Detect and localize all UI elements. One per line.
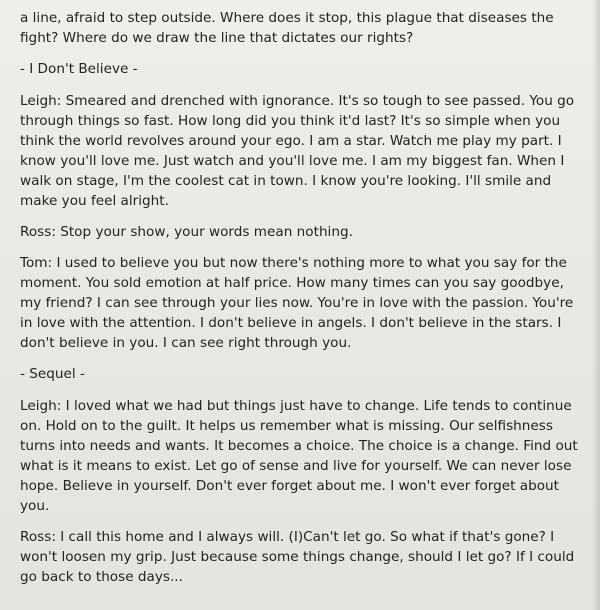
lyric-paragraph-intro: a line, afraid to step outside. Where does it stop, this plague that diseases the fight? Where do we draw the line that dictates our rights? — [20, 10, 554, 46]
lyric-paragraph-tom: Tom: I used to believe you but now there's nothing more to what you say for the moment. You sold emotion at half price. How many times can you say goodbye, my friend? I can see through your lies now. You're in love with the passion. You're in love with the attention. I don't believe in angels. I don't believe in the stars. I don't believe in you. I can see right through you. — [20, 255, 574, 351]
song-title-sequel: - Sequel - — [20, 366, 85, 382]
page-edge-shadow — [592, 0, 600, 610]
lyric-paragraph-leigh-2: Leigh: I loved what we had but things just have to change. Life tends to continue on. Hold on to the guilt. It helps us remember what is missing. Our selfishness turns into needs and wants. It becomes a choice. The choice is a change. Find out what is it means to exist. Let go of sense and live for yourself. We can never lose hope. Believe in yourself. Don't ever forget about me. I won't ever forget about you. — [20, 398, 578, 514]
lyric-paragraph-leigh-1: Leigh: Smeared and drenched with ignorance. It's so tough to see passed. You go through things so fast. How long did you think it'd last? It's so simple when you think the world revolves around your ego. I am a star. Watch me play my part. I know you'll love me. Just watch and you'll love me. I am my biggest fan. When I walk on stage, I'm the coolest cat in town. I know you're looking. I'll smile and make you feel alright. — [20, 93, 575, 209]
lyric-paragraph-ross-1: Ross: Stop your show, your words mean nothing. — [20, 224, 353, 240]
lyrics-text — [20, 8, 585, 598]
song-title-i-dont-believe: - I Don't Believe - — [20, 61, 138, 77]
lyric-paragraph-ross-2: Ross: I call this home and I always will. (I)Can't let go. So what if that's gone? I won't loosen my grip. Just because some things change, should I let go? If I could go back to those days... — [20, 529, 575, 585]
